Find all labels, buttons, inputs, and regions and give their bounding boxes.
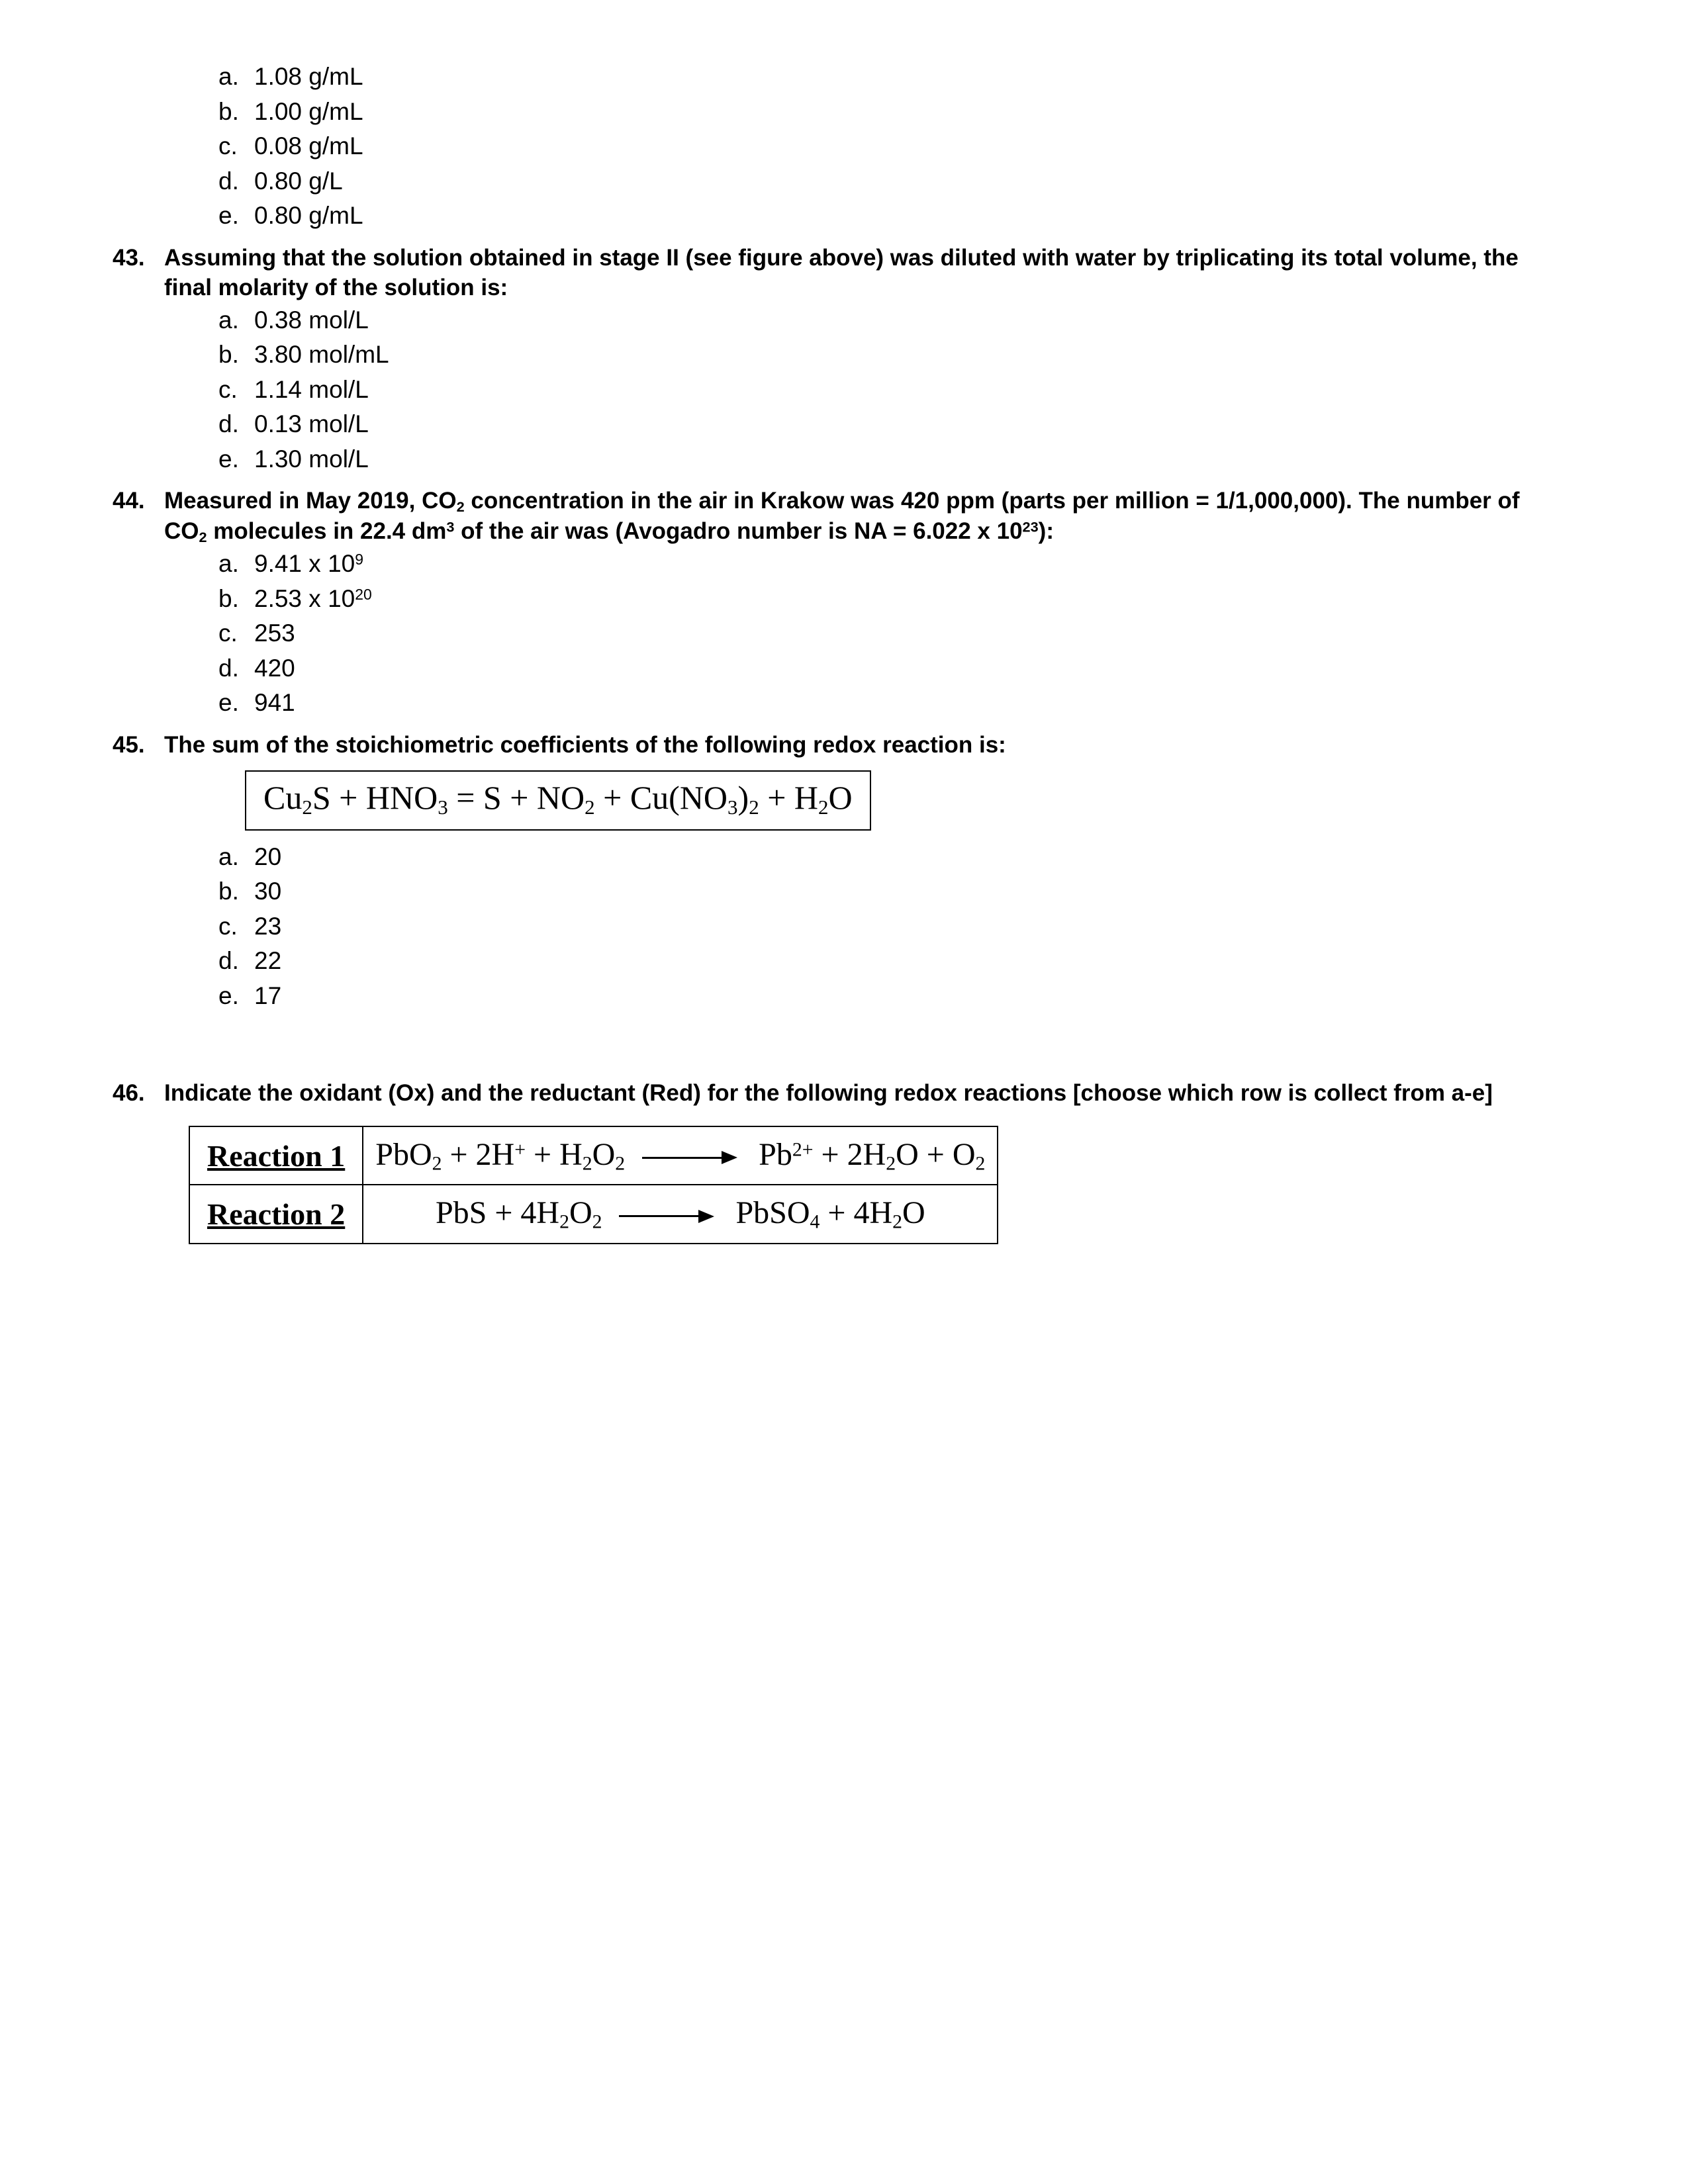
question-45 [113, 730, 1575, 760]
option-value: 1.30 mol/L [254, 445, 369, 473]
option-value: 17 [254, 981, 282, 1009]
option-letter: a. [218, 550, 239, 578]
list-item [113, 616, 1575, 651]
reaction-left: PbS + $4H_2O_2$ [435, 1195, 602, 1233]
option-value: 1.08 g/mL [254, 63, 363, 90]
option-value: 20 [254, 842, 282, 870]
list-item [113, 909, 1575, 944]
option-letter: c. [218, 912, 238, 940]
option-letter: a. [218, 306, 239, 334]
option-letter: b. [218, 584, 239, 612]
list-item [113, 407, 1575, 442]
list-item [113, 129, 1575, 164]
right-arrow-icon [642, 1151, 741, 1164]
option-letter: e. [218, 689, 239, 717]
question-44 [113, 486, 1575, 547]
table-row [189, 1126, 998, 1185]
redox-equation-box [245, 770, 871, 830]
option-value: 2.53 x $10^{20}$ [254, 584, 372, 612]
option-value: 0.38 mol/L [254, 306, 369, 334]
option-value: 9.41 x $10^9$ [254, 550, 363, 578]
list-item [113, 164, 1575, 199]
option-value: 23 [254, 912, 282, 940]
list-item [113, 199, 1575, 234]
reaction-equation [363, 1126, 998, 1185]
option-letter: d. [218, 167, 239, 195]
option-letter: d. [218, 654, 239, 682]
section-spacer [113, 1013, 1575, 1069]
option-value: 0.08 g/mL [254, 132, 363, 160]
question-46 [113, 1078, 1575, 1109]
list-item [113, 979, 1575, 1014]
list-item [113, 944, 1575, 979]
option-letter: b. [218, 878, 239, 905]
orphan-option-list [113, 60, 1575, 234]
option-letter: d. [218, 410, 239, 438]
option-value: 22 [254, 947, 282, 975]
reaction-label: Reaction 1 [189, 1126, 363, 1185]
option-letter: b. [218, 341, 239, 369]
list-item [113, 60, 1575, 95]
option-value: 253 [254, 619, 295, 647]
question-number: 46. [113, 1080, 145, 1107]
option-letter: e. [218, 202, 239, 230]
list-item [113, 95, 1575, 130]
option-value: 420 [254, 654, 295, 682]
question-number: 44. [113, 488, 145, 514]
question-text: Measured in May 2019, $CO_2$ concentration in the air in Krakow was 420 ppm (parts per million = 1/1,000,000). The number of $CO_2$ molecules in 22.4 $dm^3$ of the air was (Avogadro number is NA = 6.022 x $10^{23}$): [164, 488, 1520, 546]
question-45-options [113, 840, 1575, 1014]
option-value: 1.00 g/mL [254, 97, 363, 125]
question-44-options [113, 547, 1575, 721]
right-arrow-icon [619, 1209, 718, 1222]
option-value: 1.14 mol/L [254, 375, 369, 403]
list-item [113, 373, 1575, 408]
option-letter: a. [218, 842, 239, 870]
table-row [189, 1185, 998, 1243]
reaction-table [189, 1126, 998, 1244]
list-item [113, 442, 1575, 477]
reaction-equation [363, 1185, 998, 1243]
option-value: 0.13 mol/L [254, 410, 369, 438]
option-value: 0.80 g/mL [254, 202, 363, 230]
reaction-left: $PbO_2 + 2H^+ + H_2O_2$ [375, 1136, 626, 1175]
option-letter: a. [218, 63, 239, 90]
reaction-right: PbSO$_4$ + $4H_2O$ [735, 1195, 925, 1233]
question-number: 45. [113, 731, 145, 758]
option-value: 3.80 mol/mL [254, 341, 389, 369]
option-letter: e. [218, 445, 239, 473]
question-43-options [113, 303, 1575, 477]
question-number: 43. [113, 244, 145, 271]
option-value: 941 [254, 689, 295, 717]
question-text: The sum of the stoichiometric coefficients of the following redox reaction is: [164, 731, 1006, 758]
list-item [113, 651, 1575, 686]
list-item [113, 686, 1575, 721]
question-text: Indicate the oxidant (Ox) and the reductant (Red) for the following redox reactions [choose which row is collect from a-e] [164, 1080, 1493, 1107]
option-value: 0.80 g/L [254, 167, 343, 195]
list-item [113, 582, 1575, 617]
list-item [113, 303, 1575, 338]
question-43 [113, 243, 1575, 303]
option-letter: e. [218, 981, 239, 1009]
list-item [113, 547, 1575, 582]
list-item [113, 338, 1575, 373]
option-letter: b. [218, 97, 239, 125]
option-letter: c. [218, 132, 238, 160]
reaction-right: $Pb^{2+} + 2H_2O + O_2$ [759, 1136, 986, 1175]
option-letter: c. [218, 619, 238, 647]
list-item [113, 874, 1575, 909]
option-value: 30 [254, 878, 282, 905]
option-letter: d. [218, 947, 239, 975]
redox-equation: $Cu_2S + HNO_3 = S + NO_2 + Cu(NO_3)_2 + H_2O$ [263, 779, 853, 819]
reaction-label: Reaction 2 [189, 1185, 363, 1243]
question-text: Assuming that the solution obtained in stage II (see figure above) was diluted with water by triplicating its total volume, the final molarity of the solution is: [164, 244, 1519, 301]
list-item [113, 840, 1575, 875]
option-letter: c. [218, 375, 238, 403]
